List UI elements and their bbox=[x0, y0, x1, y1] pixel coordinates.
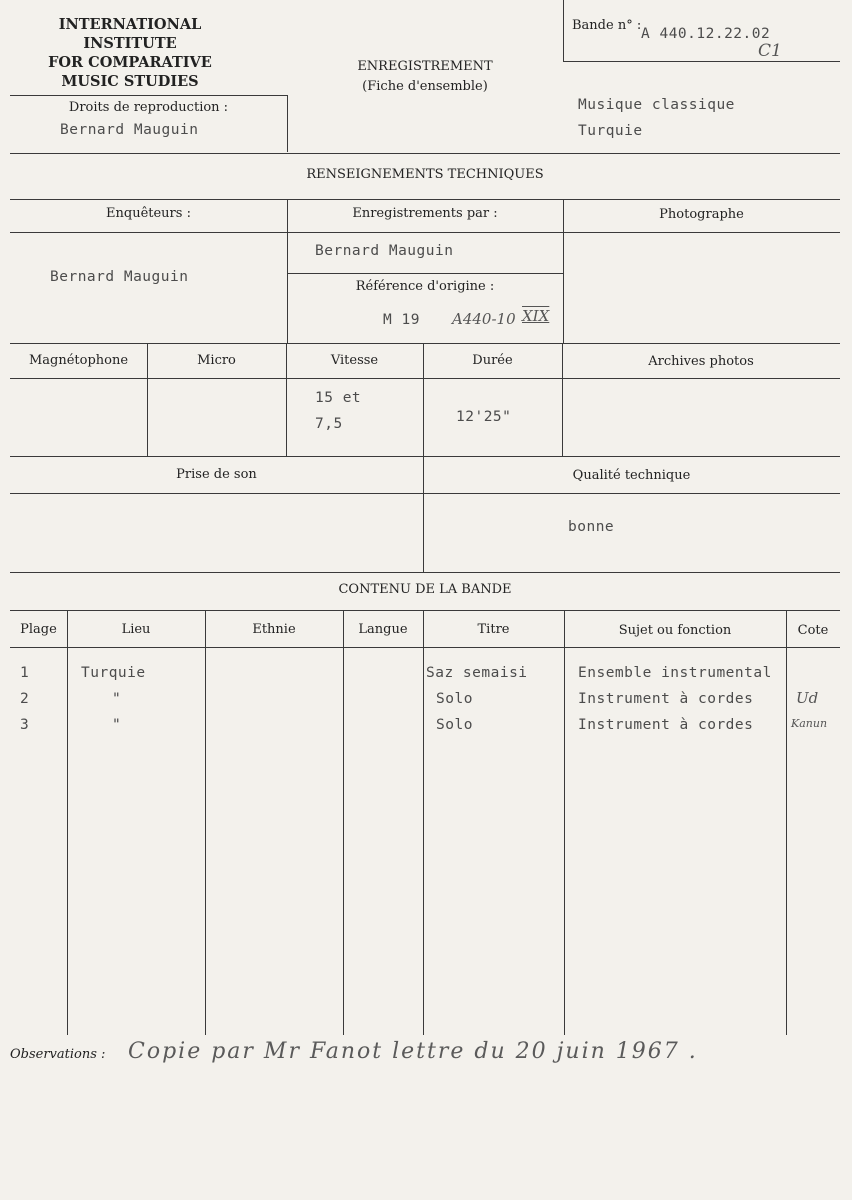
observations-label: Observations : bbox=[10, 1047, 106, 1062]
column-header-ethnie: Ethnie bbox=[252, 622, 296, 637]
vitesse-label: Vitesse bbox=[330, 353, 379, 368]
reference-roman: XIX bbox=[522, 307, 550, 325]
row-2-plage: 2 bbox=[20, 691, 30, 707]
reference-value: M 19 bbox=[383, 312, 420, 328]
row-2-lieu: " bbox=[112, 691, 122, 707]
institute-line-2: FOR COMPARATIVE bbox=[48, 54, 212, 71]
country-value: Turquie bbox=[578, 123, 643, 139]
record-title-main: ENREGISTREMENT bbox=[357, 59, 493, 74]
qualite-value: bonne bbox=[568, 519, 615, 535]
column-header-plage: Plage bbox=[20, 622, 57, 637]
archives-label: Archives photos bbox=[648, 354, 754, 369]
column-header-titre: Titre bbox=[477, 622, 510, 637]
enregistrements-value: Bernard Mauguin bbox=[315, 243, 454, 259]
record-title bbox=[330, 57, 520, 97]
column-header-cote: Cote bbox=[797, 623, 829, 638]
row-3-plage: 3 bbox=[20, 717, 30, 733]
duree-value: 12'25" bbox=[456, 409, 512, 425]
prise-label: Prise de son bbox=[176, 467, 257, 482]
row-3-cote: Kanun bbox=[791, 717, 828, 730]
row-1-plage: 1 bbox=[20, 665, 30, 681]
row-2-sujet: Instrument à cordes bbox=[578, 691, 754, 707]
institute-line-1: INTERNATIONAL INSTITUTE bbox=[58, 16, 202, 52]
row-3-titre: Solo bbox=[436, 717, 473, 733]
observations-handwritten: Copie par Mr Fanot lettre du 20 juin 1967 . bbox=[128, 1039, 698, 1064]
row-1-sujet: Ensemble instrumental bbox=[578, 665, 772, 681]
enqueteurs-value: Bernard Mauguin bbox=[50, 269, 189, 285]
bande-label: Bande n° : bbox=[572, 18, 642, 33]
rights-value: Bernard Mauguin bbox=[60, 122, 199, 138]
column-header-sujet: Sujet ou fonction bbox=[618, 623, 732, 638]
duree-label: Durée bbox=[472, 353, 513, 368]
qualite-label: Qualité technique bbox=[572, 468, 691, 483]
row-1-lieu: Turquie bbox=[81, 665, 146, 681]
magnetophone-label: Magnétophone bbox=[28, 353, 129, 368]
reference-label: Référence d'origine : bbox=[355, 279, 495, 294]
technical-section-title: RENSEIGNEMENTS TECHNIQUES bbox=[306, 167, 544, 182]
genre-value: Musique classique bbox=[578, 97, 735, 113]
reference-handwritten: A440-10 bbox=[452, 310, 516, 328]
record-title-sub: (Fiche d'ensemble) bbox=[362, 79, 488, 94]
institute-line-3: MUSIC STUDIES bbox=[61, 73, 199, 90]
photographe-label: Photographe bbox=[659, 207, 744, 222]
row-3-sujet: Instrument à cordes bbox=[578, 717, 754, 733]
column-header-lieu: Lieu bbox=[121, 622, 151, 637]
vitesse-line-2: 7,5 bbox=[315, 416, 343, 432]
row-1-titre: Saz semaisi bbox=[426, 665, 528, 681]
micro-label: Micro bbox=[197, 353, 236, 368]
institute-name bbox=[10, 15, 250, 91]
bande-value: A 440.12.22.02 bbox=[641, 26, 771, 42]
row-2-titre: Solo bbox=[436, 691, 473, 707]
column-header-langue: Langue bbox=[358, 622, 408, 637]
enregistrements-label: Enregistrements par : bbox=[352, 206, 498, 221]
contenu-section-title: CONTENU DE LA BANDE bbox=[338, 582, 512, 597]
bande-handwritten: C1 bbox=[758, 41, 782, 61]
rights-label: Droits de reproduction : bbox=[68, 100, 229, 115]
row-3-lieu: " bbox=[112, 717, 122, 733]
vitesse-line-1: 15 et bbox=[315, 390, 362, 406]
row-2-cote: Ud bbox=[796, 689, 819, 707]
enqueteurs-label: Enquêteurs : bbox=[106, 206, 191, 221]
